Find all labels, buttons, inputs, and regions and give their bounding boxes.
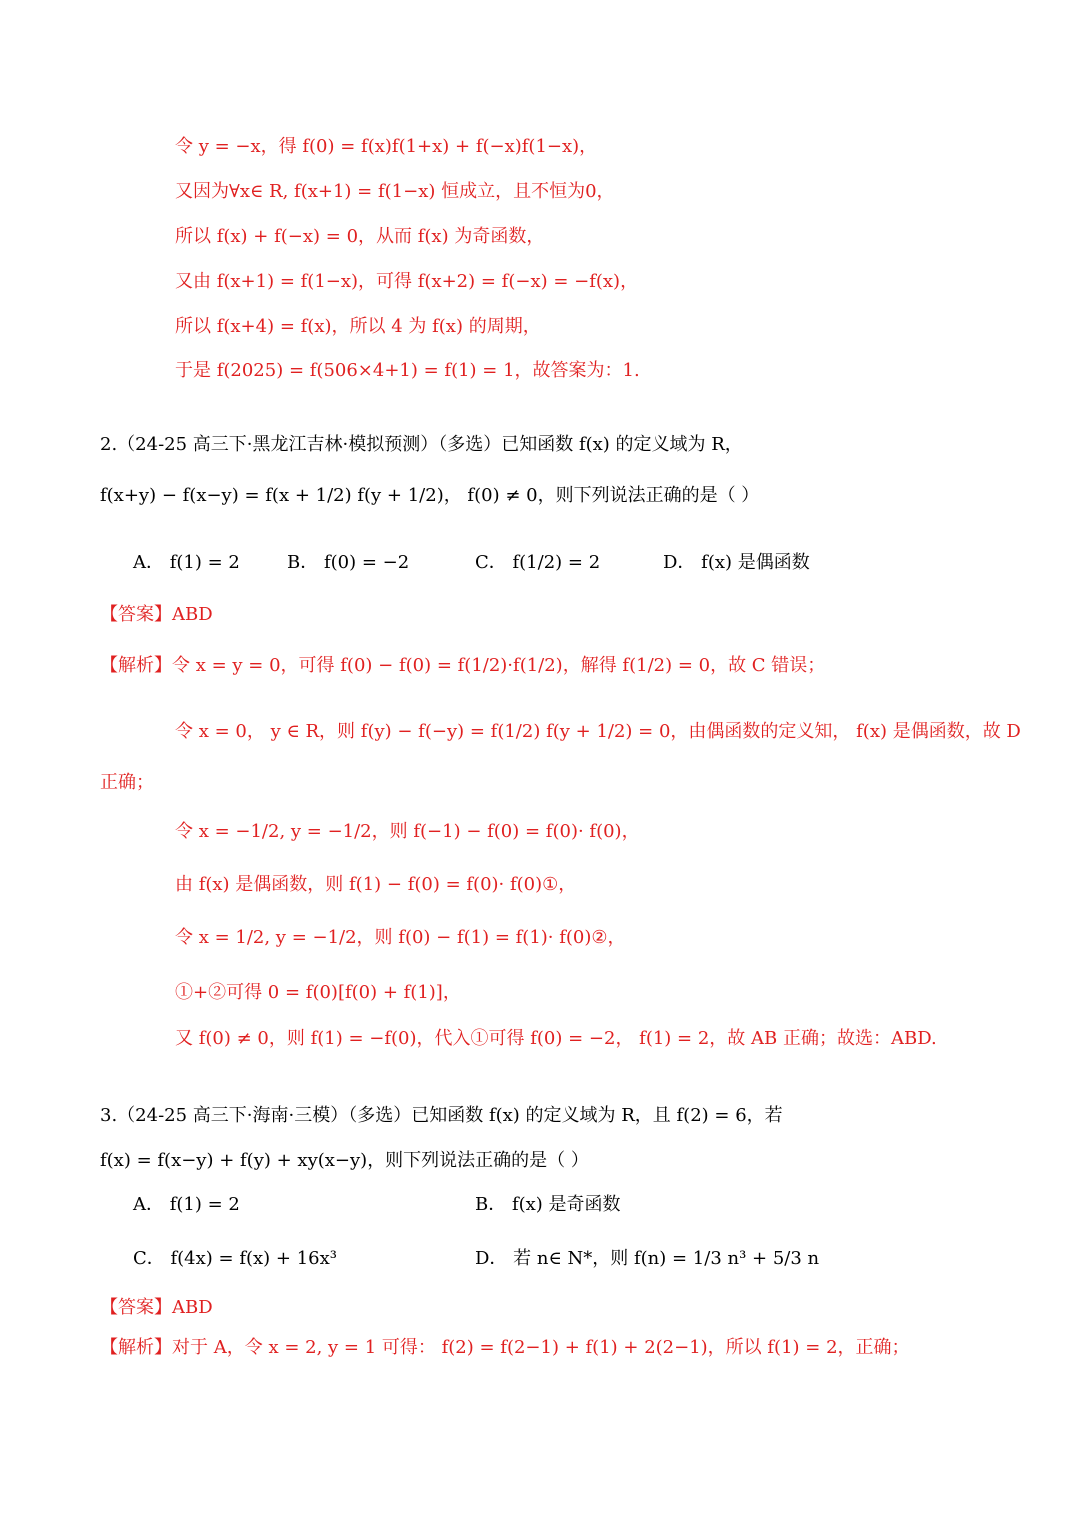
q2-option-a: A． f(1) = 2 bbox=[133, 552, 240, 573]
q2-analysis-line-8: 又 f(0) ≠ 0，则 f(1) = −f(0)，代入①可得 f(0) = −2， f(1) = 2，故 AB 正确；故选：ABD. bbox=[175, 1028, 937, 1049]
q3-answer bbox=[100, 1295, 213, 1321]
q2-analysis-line-5: 由 f(x) 是偶函数，则 f(1) − f(0) = f(0)· f(0)①， bbox=[175, 874, 577, 895]
q1-solution-line-5: 所以 f(x+4) = f(x)，所以 4 为 f(x) 的周期， bbox=[175, 316, 541, 337]
q2-stem-line-1: 2.（24-25 高三下·黑龙江吉林·模拟预测）（多选）已知函数 f(x) 的定义域为 R， bbox=[100, 434, 743, 455]
q2-answer bbox=[100, 602, 213, 628]
q3-analysis-tag: 【解析】 bbox=[100, 1337, 172, 1358]
q1-solution-line-1: 令 y = −x，得 f(0) = f(x)f(1+x) + f(−x)f(1−x)， bbox=[175, 136, 598, 157]
q3-stem-line-1: 3.（24-25 高三下·海南·三模）（多选）已知函数 f(x) 的定义域为 R，且 f(2) = 6，若 bbox=[100, 1105, 783, 1126]
q2-analysis-line-6: 令 x = 1/2, y = −1/2，则 f(0) − f(1) = f(1)· f(0)②， bbox=[175, 927, 626, 948]
q2-analysis-text-1: 令 x = y = 0，可得 f(0) − f(0) = f(1/2)·f(1/2)，解得 f(1/2) = 0，故 C 错误； bbox=[172, 655, 826, 676]
q3-analysis-text-1: 对于 A，令 x = 2, y = 1 可得： f(2) = f(2−1) + f(1) + 2(2−1)，所以 f(1) = 2，正确； bbox=[172, 1337, 910, 1358]
q1-solution-line-6: 于是 f(2025) = f(506×4+1) = f(1) = 1，故答案为：1. bbox=[175, 360, 640, 381]
q2-option-d: D． f(x) 是偶函数 bbox=[663, 552, 810, 573]
q2-analysis-line-4: 令 x = −1/2, y = −1/2，则 f(−1) − f(0) = f(0)· f(0)， bbox=[175, 821, 640, 842]
q2-option-c: C． f(1/2) = 2 bbox=[475, 552, 601, 573]
q2-analysis-line-7: ①+②可得 0 = f(0)[f(0) + f(1)]， bbox=[175, 982, 461, 1003]
q3-option-a: A． f(1) = 2 bbox=[133, 1194, 240, 1215]
q3-stem-line-2: f(x) = f(x−y) + f(y) + xy(x−y)，则下列说法正确的是（ ） bbox=[100, 1150, 589, 1171]
q3-answer-value: ABD bbox=[172, 1297, 213, 1318]
q1-solution-line-3: 所以 f(x) + f(−x) = 0，从而 f(x) 为奇函数， bbox=[175, 226, 545, 247]
q2-answer-tag: 【答案】 bbox=[100, 604, 172, 625]
q2-analysis-line-1 bbox=[100, 653, 825, 679]
q2-option-b: B． f(0) = −2 bbox=[287, 552, 410, 573]
q3-analysis-line-1 bbox=[100, 1335, 910, 1361]
q2-answer-value: ABD bbox=[172, 604, 213, 625]
q3-option-c: C． f(4x) = f(x) + 16x³ bbox=[133, 1248, 337, 1269]
q2-analysis-line-2: 令 x = 0， y ∈ R，则 f(y) − f(−y) = f(1/2) f(y + 1/2) = 0，由偶函数的定义知， f(x) 是偶函数，故 D bbox=[175, 721, 1021, 742]
q3-option-b: B． f(x) 是奇函数 bbox=[475, 1194, 621, 1215]
q3-option-d: D． 若 n∈ N*，则 f(n) = 1/3 n³ + 5/3 n bbox=[475, 1248, 820, 1269]
q2-analysis-tag: 【解析】 bbox=[100, 655, 172, 676]
q3-answer-tag: 【答案】 bbox=[100, 1297, 172, 1318]
q2-analysis-line-3: 正确； bbox=[100, 772, 154, 793]
q1-solution-line-4: 又由 f(x+1) = f(1−x)，可得 f(x+2) = f(−x) = −f(x)， bbox=[175, 271, 639, 292]
q2-stem-line-2: f(x+y) − f(x−y) = f(x + 1/2) f(y + 1/2)， f(0) ≠ 0，则下列说法正确的是（ ） bbox=[100, 485, 760, 506]
q1-solution-line-2: 又因为∀x∈ R, f(x+1) = f(1−x) 恒成立，且不恒为0， bbox=[175, 181, 615, 202]
